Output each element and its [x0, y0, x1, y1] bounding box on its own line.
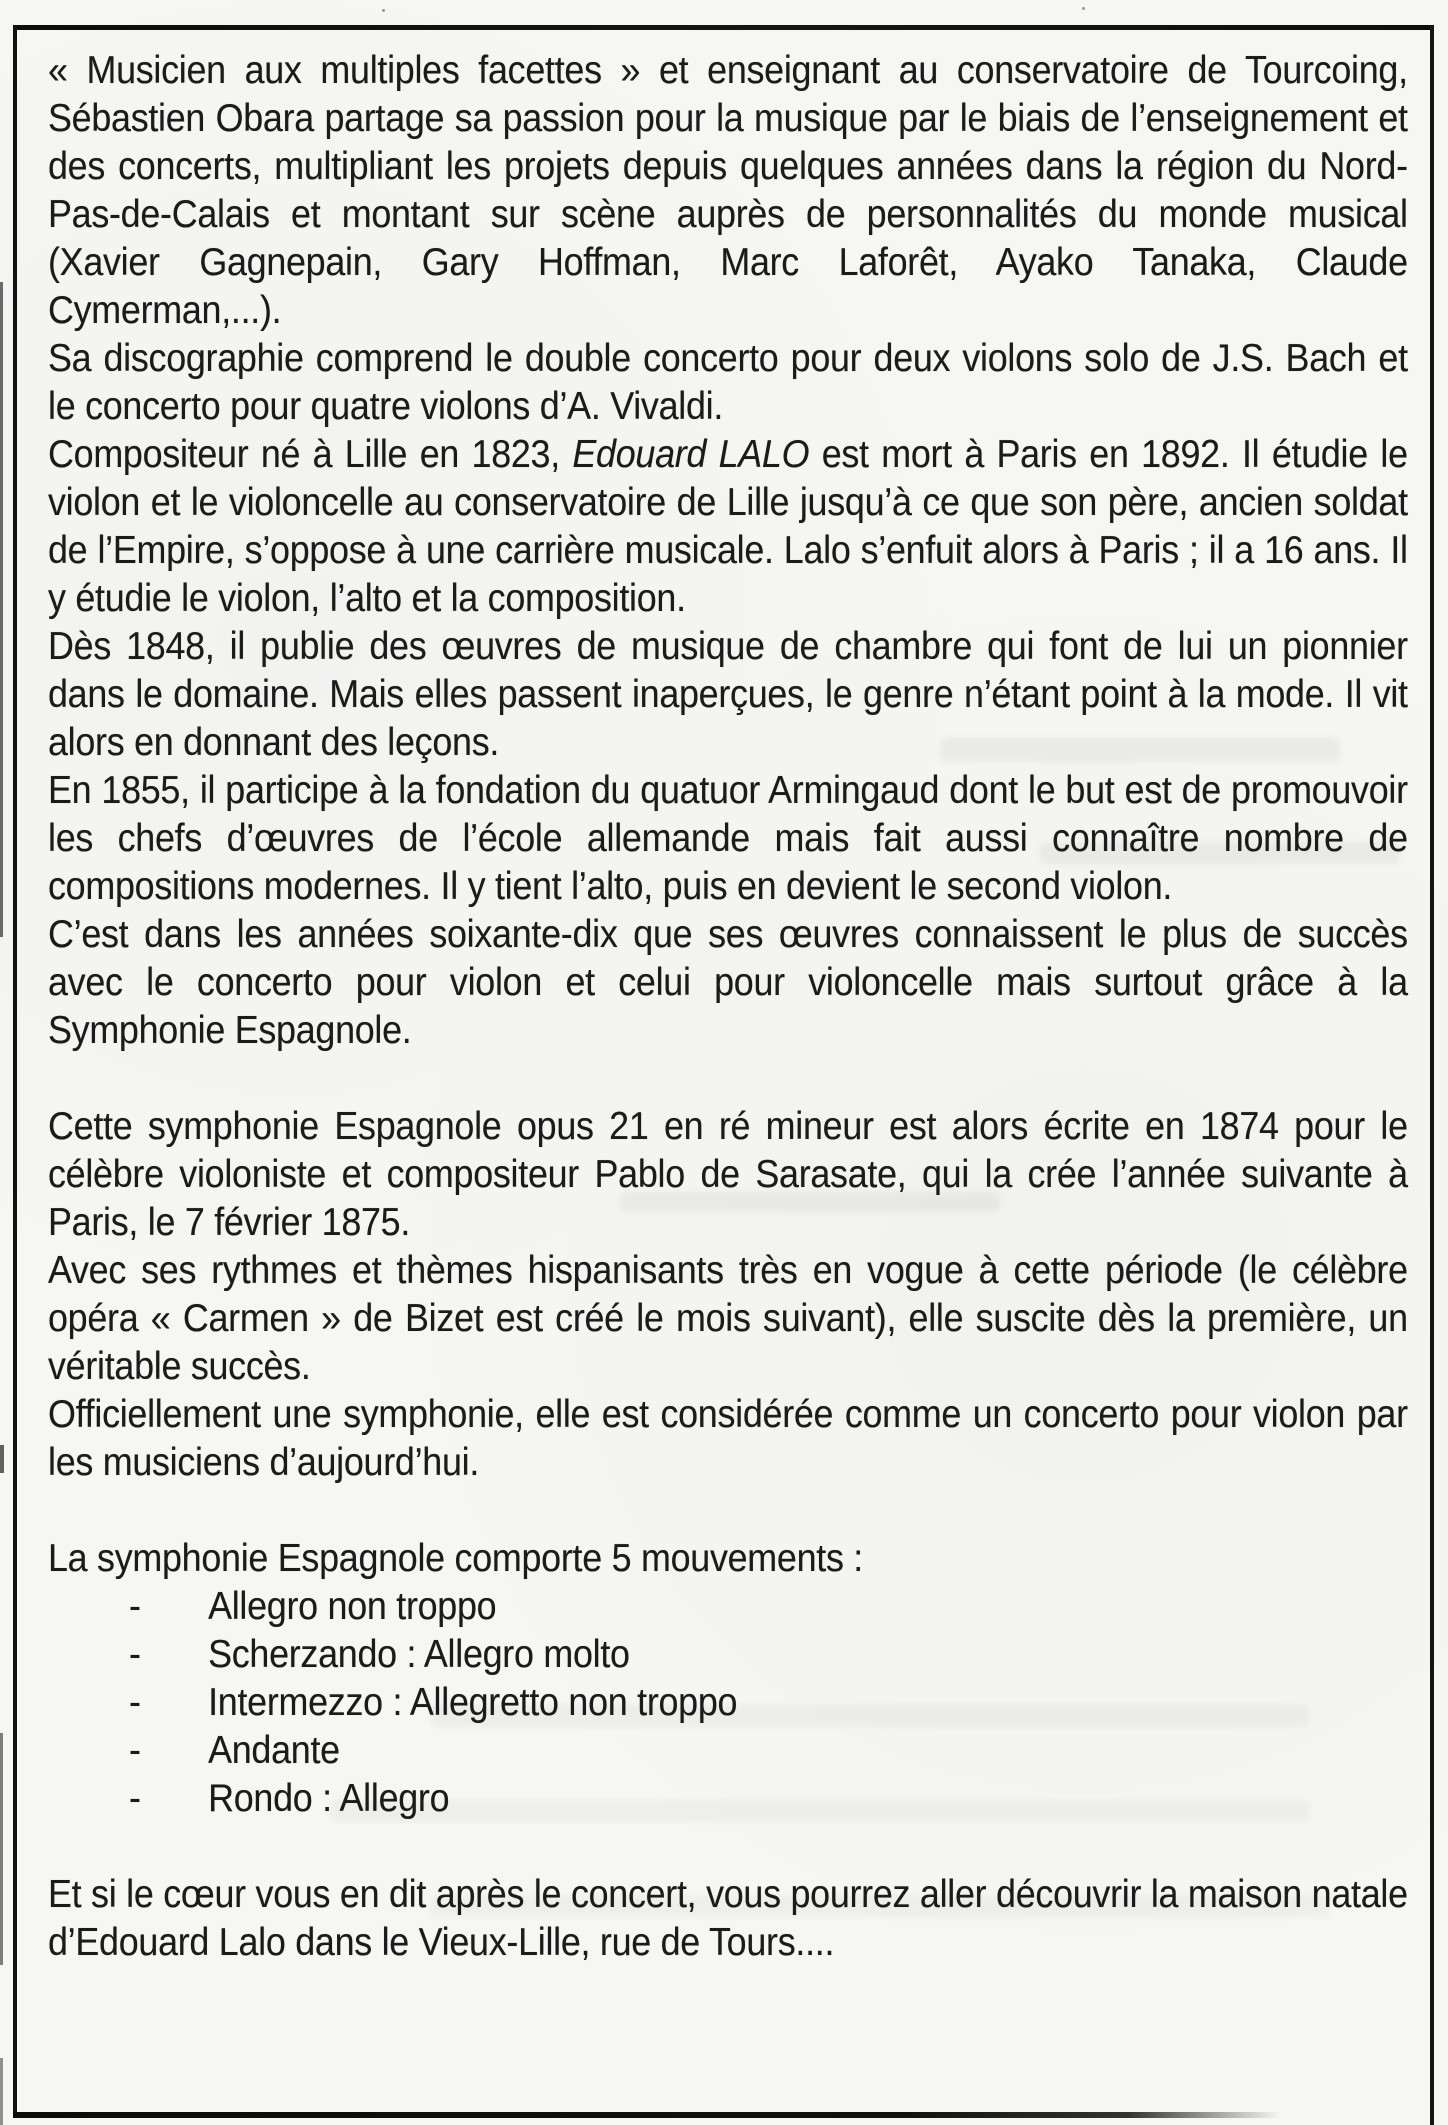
movement-label: Andante: [208, 1729, 340, 1772]
movement-label: Allegro non troppo: [208, 1585, 497, 1628]
document-text: [48, 47, 1408, 1967]
frame-border-top: [13, 25, 1434, 30]
movement-item: [48, 1583, 1408, 1631]
paragraph-musicien-intro: « Musicien aux multiples facettes » et enseignant au conservatoire de Tourcoing, Sébastien Obara partage sa passion pour la musique par le biais de l’enseignement et des concerts, multipliant les projets depuis quelques années dans la région du Nord-Pas-de-Calais et montant sur scène auprès de personnalités du monde musical (Xavier Gagnepain, Gary Hoffman, Marc Laforêt, Ayako Tanaka, Claude Cymerman,...).: [48, 49, 1408, 332]
movements-list: [48, 1583, 1408, 1823]
scan-artifact-left-edge: [0, 2058, 3, 2125]
list-dash: -: [128, 1681, 141, 1724]
scan-speck: [1082, 7, 1085, 10]
movement-label: Rondo : Allegro: [208, 1777, 450, 1820]
paragraph-annees-soixante-dix: C’est dans les années soixante-dix que ses œuvres connaissent le plus de succès avec le concerto pour violon et celui pour violoncelle mais surtout grâce à la Symphonie Espagnole.: [48, 913, 1408, 1052]
list-dash: -: [128, 1585, 141, 1628]
frame-border-left: [13, 25, 17, 2118]
list-dash: -: [128, 1633, 141, 1676]
movement-item: [48, 1775, 1408, 1823]
frame-border-bottom: [13, 2112, 1281, 2118]
movements-intro: La symphonie Espagnole comporte 5 mouvements :: [48, 1537, 864, 1580]
scan-speck: [382, 9, 385, 12]
bio-text-before: Compositeur né à Lille en 1823,: [48, 433, 573, 476]
paragraph-quatuor-1855: En 1855, il participe à la fondation du quatuor Armingaud dont le but est de promouvoir les chefs d’œuvres de l’école allemande mais fait aussi connaître nombre de compositions modernes. Il y tient l’alto, puis en devient le second violon.: [48, 769, 1408, 908]
movement-item: [48, 1727, 1408, 1775]
italic-edouard-lalo: Edouard LALO: [572, 433, 810, 476]
paragraph-symphonie-1874: Cette symphonie Espagnole opus 21 en ré mineur est alors écrite en 1874 pour le célèbre violoniste et compositeur Pablo de Sarasate, qui la crée l’année suivante à Paris, le 7 février 1875.: [48, 1105, 1408, 1244]
paragraph-lalo-biographie: [48, 431, 1408, 623]
paragraph-discographie: Sa discographie comprend le double concerto pour deux violons solo de J.S. Bach et le concerto pour quatre violons d’A. Vivaldi.: [48, 337, 1408, 428]
movement-label: Intermezzo : Allegretto non troppo: [208, 1681, 738, 1724]
paragraph-officiellement-symphonie: Officiellement une symphonie, elle est considérée comme un concerto pour violon par les musiciens d’aujourd’hui.: [48, 1393, 1408, 1484]
list-dash: -: [128, 1777, 141, 1820]
frame-border-right: [1430, 25, 1434, 2125]
scan-artifact-left-edge: [0, 1445, 4, 1473]
movement-item: [48, 1679, 1408, 1727]
paragraph-rythmes-hispanisants: Avec ses rythmes et thèmes hispanisants très en vogue à cette période (le célèbre opéra « Carmen » de Bizet est créé le mois suivant), elle suscite dès la première, un véritable succès.: [48, 1249, 1408, 1388]
scan-artifact-left-edge: [0, 1733, 3, 1965]
list-dash: -: [128, 1729, 141, 1772]
movement-item: [48, 1631, 1408, 1679]
scan-artifact-left-edge: [0, 282, 3, 937]
paragraph-maison-natale: Et si le cœur vous en dit après le concert, vous pourrez aller découvrir la maison natale d’Edouard Lalo dans le Vieux-Lille, rue de Tours....: [48, 1873, 1408, 1964]
bio-text-after: est mort à Paris en 1892. Il étudie le violon et le violoncelle au conservatoire de Lille jusqu’à ce que son père, ancien soldat de l’Empire, s’oppose à une carrière musicale. Lalo s’enfuit alors à Paris ; il a 16 ans. Il y étudie le violon, l’alto et la composition.: [48, 433, 1408, 620]
movement-label: Scherzando : Allegro molto: [208, 1633, 630, 1676]
paragraph-oeuvres-1848: Dès 1848, il publie des œuvres de musique de chambre qui font de lui un pionnier dans le domaine. Mais elles passent inaperçues, le genre n’étant point à la mode. Il vit alors en donnant des leçons.: [48, 625, 1408, 764]
